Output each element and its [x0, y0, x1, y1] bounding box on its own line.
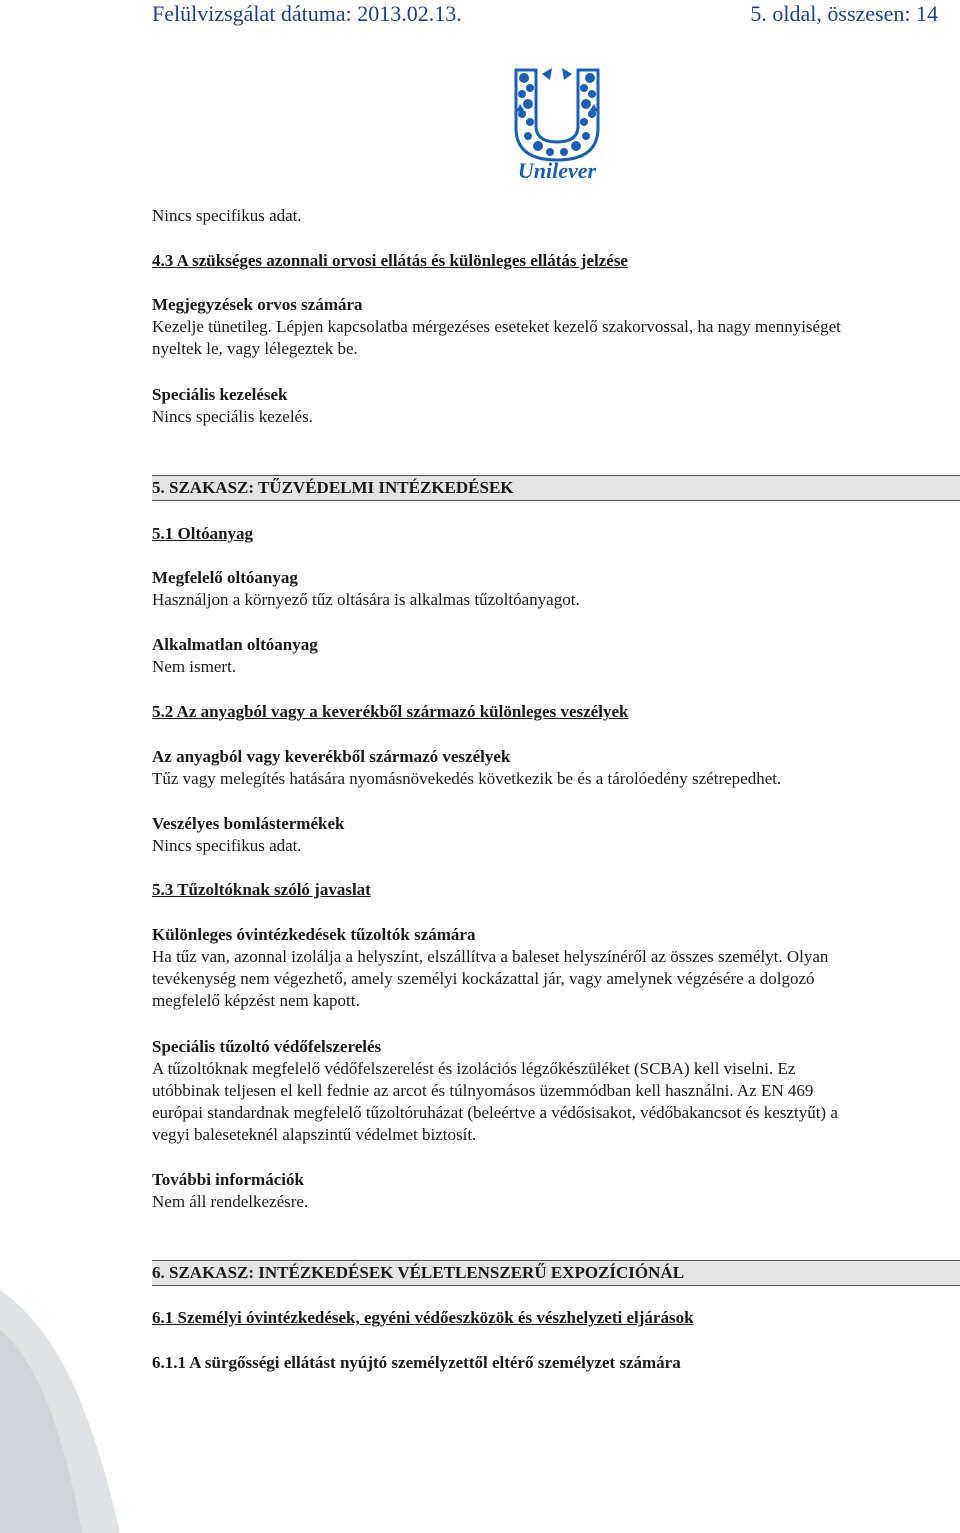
text-line: Nem áll rendelkezésre.: [152, 1192, 309, 1211]
heading-protective: Speciális tűzoltó védőfelszerelés: [152, 1037, 382, 1056]
firefighter-precautions: [152, 924, 942, 1012]
unsuitable-extinguishing: [152, 634, 942, 678]
heading-decomposition: Veszélyes bomlástermékek: [152, 814, 345, 833]
subsection-title-6-1-1: 6.1.1 A sürgősségi ellátást nyújtó személyzettől eltérő személyzet számára: [152, 1353, 681, 1372]
heading-unsuitable: Alkalmatlan oltóanyag: [152, 635, 318, 654]
subsection-title-4-3: 4.3 A szükséges azonnali orvosi ellátás és különleges ellátás jelzése: [152, 251, 628, 270]
subsection-title-6-1: 6.1 Személyi óvintézkedések, egyéni védőeszközök és vészhelyzeti eljárások: [152, 1308, 694, 1327]
text-line: A tűzoltóknak megfelelő védőfelszerelést és izolációs légzőkészüléket (SCBA) kell viselni. Ez: [152, 1059, 796, 1078]
section-4-3: [152, 250, 942, 272]
section-6-1-1: [152, 1352, 942, 1374]
subsection-title-5-2: 5.2 Az anyagból vagy a keverékből származó különleges veszélyek: [152, 702, 629, 721]
further-information: [152, 1169, 942, 1213]
text-line: vegyi baleseteknél alapszintű védelmet biztosít.: [152, 1125, 477, 1144]
text-line: Nem ismert.: [152, 657, 237, 676]
heading-further-info: További információk: [152, 1170, 304, 1189]
section-5-3: [152, 879, 942, 901]
text-line: Nincs speciális kezelés.: [152, 407, 313, 426]
revision-date: Felülvizsgálat dátuma: 2013.02.13.: [152, 1, 462, 26]
section-6-1: [152, 1307, 942, 1329]
protective-equipment: [152, 1036, 942, 1146]
text-line: Ha tűz van, azonnal izolálja a helyszínt, elszállítva a baleset helyszínéről az összes személyt. Olyan: [152, 947, 829, 966]
hazards-from-substance: [152, 746, 942, 790]
heading-notes-doctor: Megjegyzések orvos számára: [152, 295, 363, 314]
suitable-extinguishing: [152, 567, 942, 611]
subsection-title-5-3: 5.3 Tűzoltóknak szóló javaslat: [152, 880, 371, 899]
page-number: 5. oldal, összesen: 14: [750, 1, 938, 26]
notes-for-doctor: [152, 294, 942, 360]
para-no-data: [152, 205, 942, 227]
section-5-title: 5. SZAKASZ: TŰZVÉDELMI INTÉZKEDÉSEK: [152, 478, 514, 497]
text-line: Nincs specifikus adat.: [152, 836, 302, 855]
subsection-title-5-1: 5.1 Oltóanyag: [152, 524, 254, 543]
text-line: európai standardnak megfelelő tűzoltóruházat (beleértve a védősisakot, védőbakancsot és kesztyűt) a: [152, 1103, 838, 1122]
section-5-header: [152, 475, 960, 501]
text-line: Tűz vagy melegítés hatására nyomásnövekedés következik be és a tárolóedény szétrepedhet.: [152, 769, 782, 788]
logo-wordmark: Unilever: [517, 158, 597, 182]
text-line: megfelelő képzést nem kapott.: [152, 991, 360, 1010]
text-line: nyeltek le, vagy lélegeztek be.: [152, 339, 358, 358]
section-6-title: 6. SZAKASZ: INTÉZKEDÉSEK VÉLETLENSZERŰ EXPOZÍCIÓNÁL: [152, 1263, 685, 1282]
text-line: utóbbinak teljesen el kell fednie az arcot és túlnyomásos üzemmódban kell használni. Az EN 469: [152, 1081, 814, 1100]
heading-precautions: Különleges óvintézkedések tűzoltók számára: [152, 925, 476, 944]
special-treatments: [152, 384, 942, 428]
heading-suitable: Megfelelő oltóanyag: [152, 568, 298, 587]
section-5-2: [152, 701, 942, 723]
text-line: Nincs specifikus adat.: [152, 206, 302, 225]
heading-special-treatments: Speciális kezelések: [152, 385, 288, 404]
section-5-1: [152, 523, 942, 545]
hazardous-decomposition: [152, 813, 942, 857]
heading-hazards: Az anyagból vagy keverékből származó veszélyek: [152, 747, 511, 766]
unilever-logo: [502, 64, 612, 182]
corner-swoosh-graphic: [0, 1290, 150, 1533]
text-line: Kezelje tünetileg. Lépjen kapcsolatba mérgezéses eseteket kezelő szakorvossal, ha nagy mennyiséget: [152, 317, 841, 336]
text-line: tevékenység nem végezhető, amely személyi kockázattal jár, vagy amelynek végzésére a dolgozó: [152, 969, 815, 988]
section-6-header: [152, 1260, 960, 1286]
text-line: Használjon a környező tűz oltására is alkalmas tűzoltóanyagot.: [152, 590, 580, 609]
